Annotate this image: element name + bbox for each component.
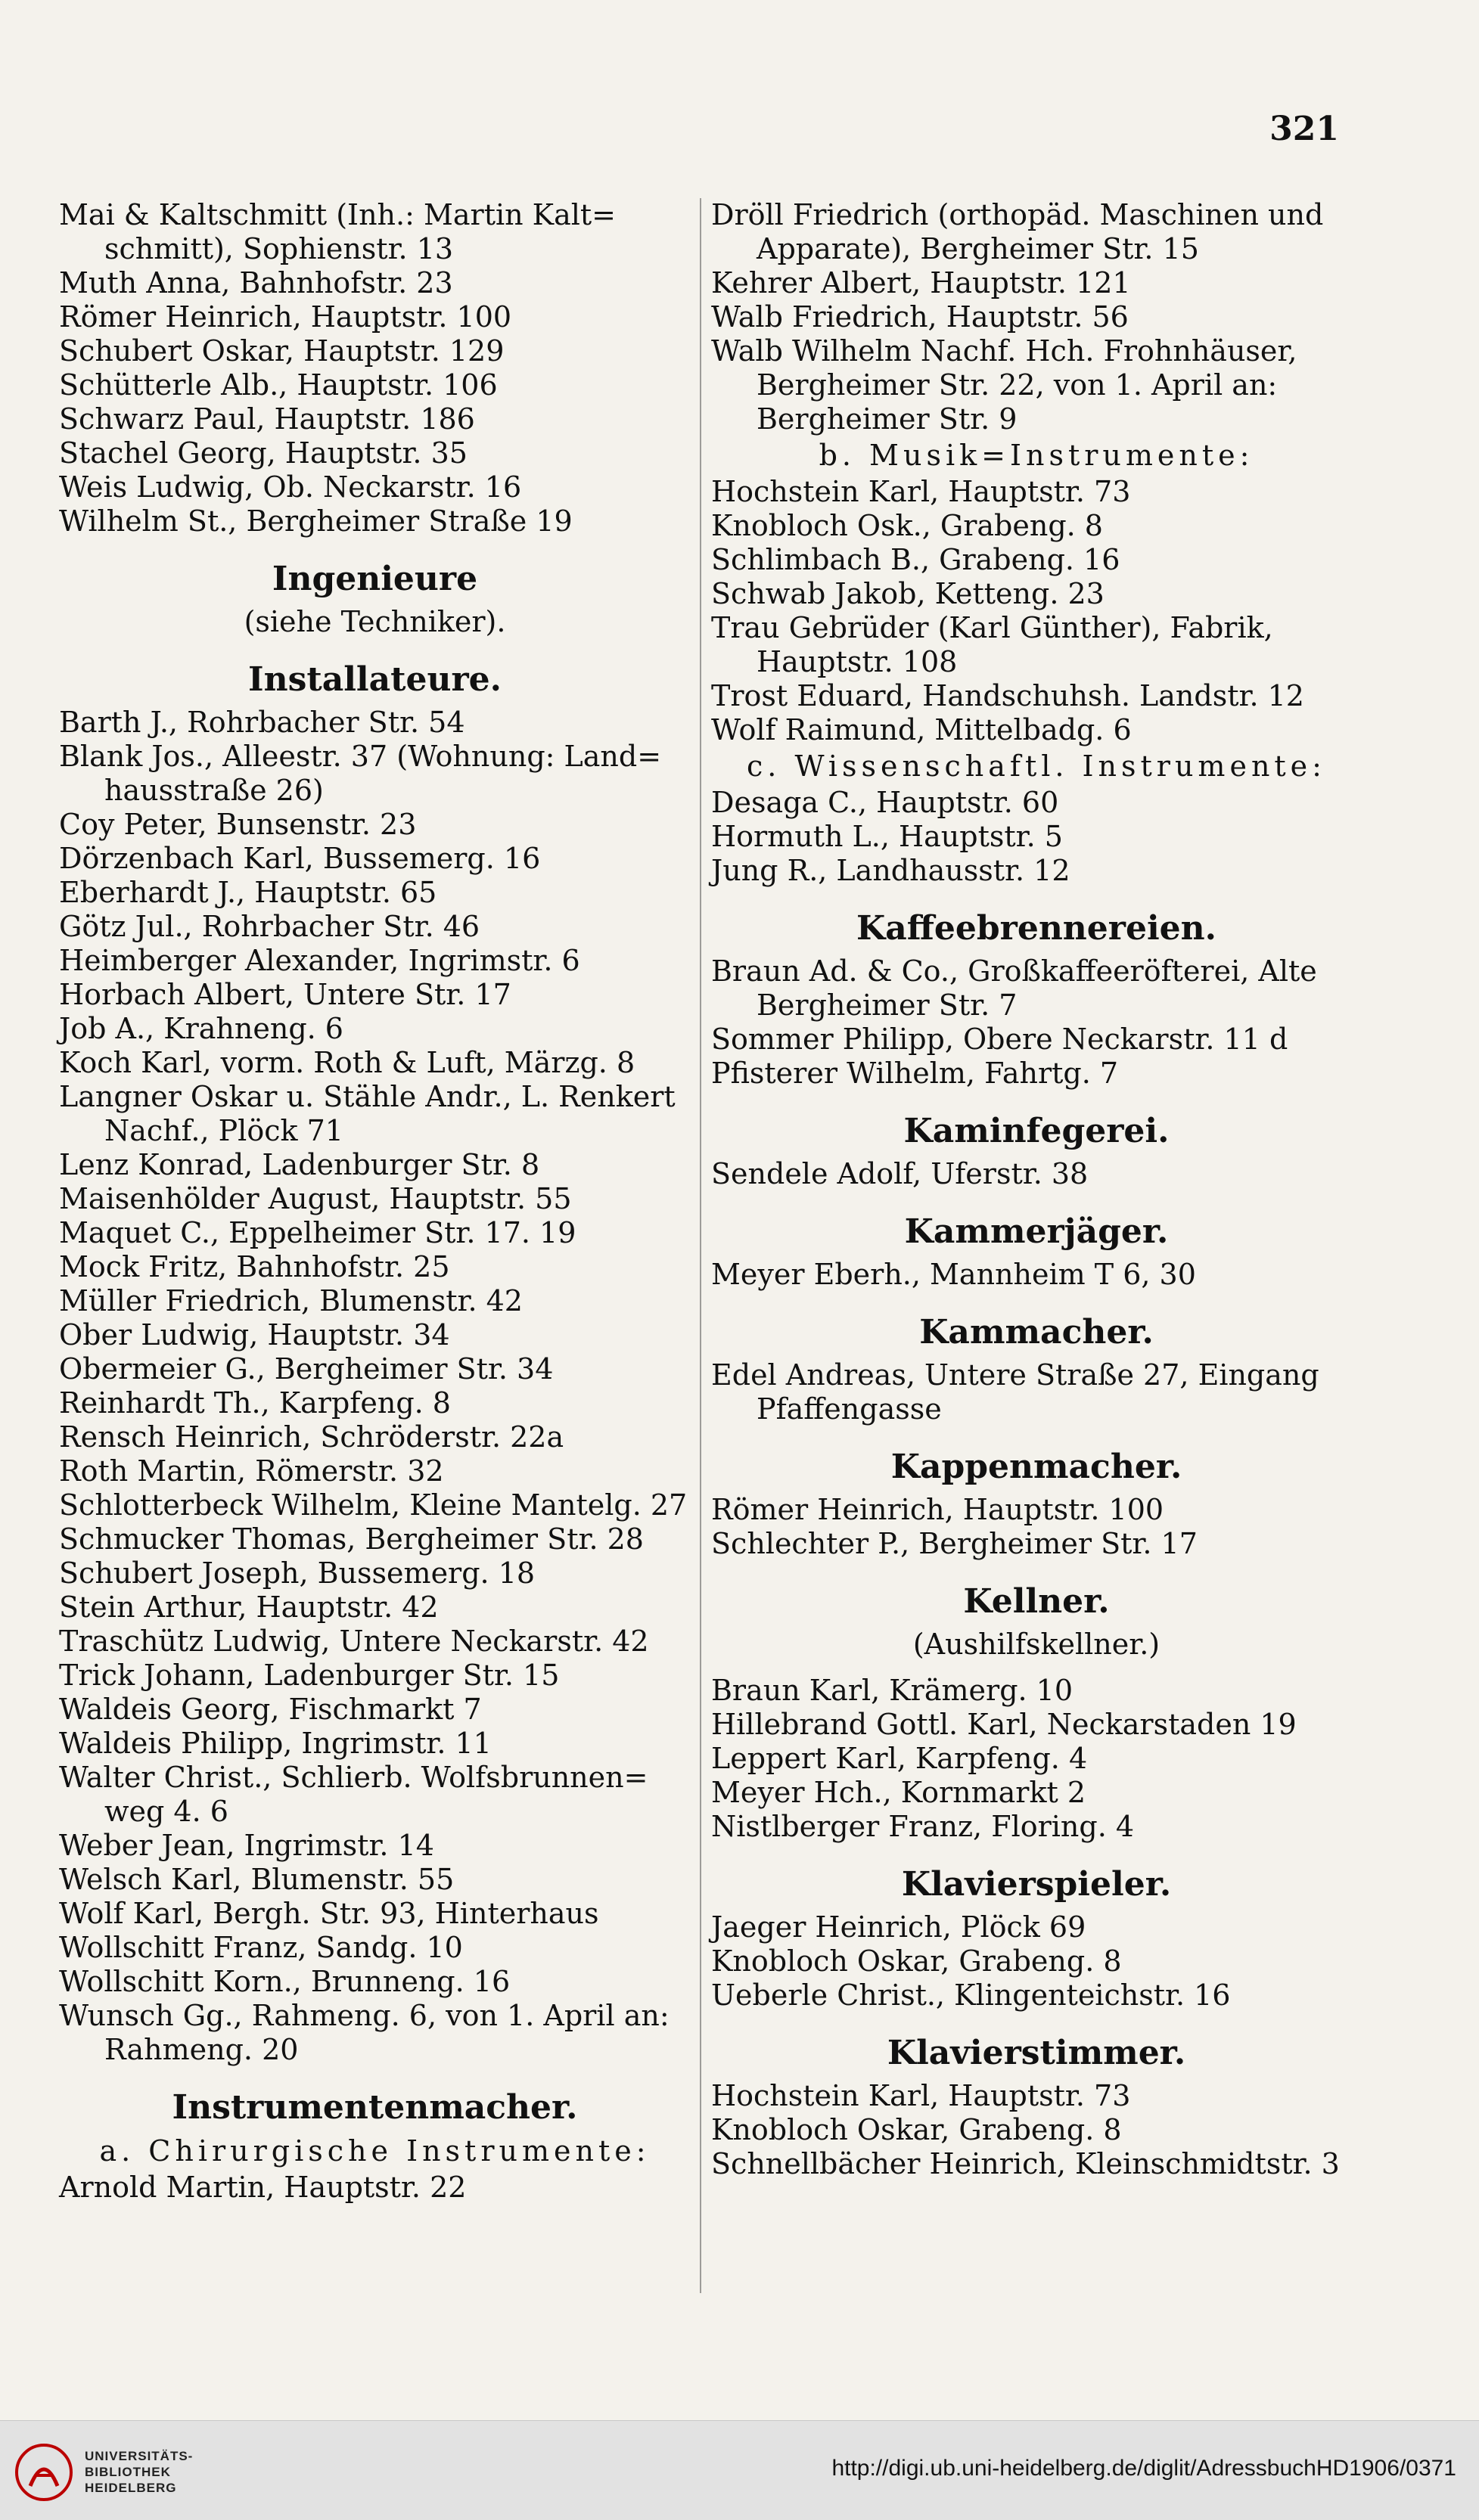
entry-continuation-line: Bergheimer Str. 9 xyxy=(757,402,1018,436)
entry-line: Heimberger Alexander, Ingrimstr. 6 xyxy=(59,944,580,977)
entry-line: Wollschitt Franz, Sandg. 10 xyxy=(59,1931,463,1964)
section-heading: Klavierstimmer. xyxy=(887,2034,1186,2072)
directory-entry xyxy=(711,2079,1362,2113)
directory-entry xyxy=(59,1182,691,1216)
directory-entry xyxy=(59,1659,691,1693)
section-subheading: b. Musik=Instrumente: xyxy=(819,439,1254,472)
entry-line: Roth Martin, Römerstr. 32 xyxy=(59,1454,444,1488)
directory-entry xyxy=(711,1527,1362,1561)
directory-entry xyxy=(711,1023,1362,1057)
entry-line: Walter Christ., Schlierb. Wolfsbrunnen= xyxy=(59,1761,648,1794)
directory-entry xyxy=(711,198,1362,266)
page-number: 321 xyxy=(1269,110,1339,148)
entry-line: Kehrer Albert, Hauptstr. 121 xyxy=(711,266,1131,299)
entry-line: Knobloch Oskar, Grabeng. 8 xyxy=(711,1944,1122,1978)
section-note: (Aushilfskellner.) xyxy=(912,1628,1161,1661)
directory-entry xyxy=(711,1157,1362,1191)
entry-continuation-line: Apparate), Bergheimer Str. 15 xyxy=(757,232,1199,265)
entry-line: Schnellbächer Heinrich, Kleinschmidtstr. 3 xyxy=(711,2147,1340,2180)
directory-entry xyxy=(59,1522,691,1556)
section-heading: Klavierspieler. xyxy=(901,1865,1172,1904)
directory-entry xyxy=(711,611,1362,679)
section-heading: Instrumentenmacher. xyxy=(172,2088,578,2127)
entry-line: Götz Jul., Rohrbacher Str. 46 xyxy=(59,910,480,943)
entry-line: Weis Ludwig, Ob. Neckarstr. 16 xyxy=(59,470,522,504)
entry-line: Müller Friedrich, Blumenstr. 42 xyxy=(59,1284,523,1317)
directory-entry xyxy=(711,1776,1362,1810)
directory-entry xyxy=(711,1810,1362,1844)
section-heading: Kaffeebrennereien. xyxy=(856,909,1216,948)
directory-entry xyxy=(711,954,1362,1023)
entry-line: Sommer Philipp, Obere Neckarstr. 11 d xyxy=(711,1023,1288,1056)
directory-entry xyxy=(711,1708,1362,1742)
library-name-line: BIBLIOTHEK xyxy=(85,2465,171,2479)
entry-line: Ober Ludwig, Hauptstr. 34 xyxy=(59,1318,450,1352)
directory-entry xyxy=(59,198,691,266)
entry-continuation-line: Hauptstr. 108 xyxy=(757,645,958,678)
entry-line: Wolf Raimund, Mittelbadg. 6 xyxy=(711,713,1132,746)
entry-line: Römer Heinrich, Hauptstr. 100 xyxy=(711,1493,1164,1526)
directory-entry xyxy=(711,1358,1362,1426)
directory-entry xyxy=(59,1386,691,1420)
directory-entry xyxy=(711,786,1362,820)
directory-entry xyxy=(59,1591,691,1625)
entry-line: Lenz Konrad, Ladenburger Str. 8 xyxy=(59,1148,540,1181)
entry-line: Schwab Jakob, Ketteng. 23 xyxy=(711,577,1105,610)
section-heading: Ingenieure xyxy=(272,560,478,598)
directory-entry xyxy=(711,543,1362,577)
entry-line: Walb Wilhelm Nachf. Hch. Frohnhäuser, xyxy=(711,334,1297,368)
entry-line: Wunsch Gg., Rahmeng. 6, von 1. April an: xyxy=(59,1999,670,2032)
entry-line: Mai & Kaltschmitt (Inh.: Martin Kalt= xyxy=(59,198,616,231)
directory-entry xyxy=(59,266,691,300)
directory-entry xyxy=(711,1674,1362,1708)
library-name-line: HEIDELBERG xyxy=(85,2481,177,2495)
directory-entry xyxy=(59,470,691,504)
section-heading: Kappenmacher. xyxy=(890,1448,1182,1486)
entry-line: Nistlberger Franz, Floring. 4 xyxy=(711,1810,1135,1843)
entry-line: Schwarz Paul, Hauptstr. 186 xyxy=(59,402,475,436)
directory-entry xyxy=(59,1965,691,1999)
entry-line: Hochstein Karl, Hauptstr. 73 xyxy=(711,475,1131,508)
heidelberg-university-library-logo-icon xyxy=(14,2442,74,2503)
directory-entry xyxy=(59,1454,691,1488)
entry-line: Horbach Albert, Untere Str. 17 xyxy=(59,978,511,1011)
directory-entry xyxy=(59,978,691,1012)
directory-entry xyxy=(711,854,1362,888)
directory-entry xyxy=(59,1012,691,1046)
entry-line: Eberhardt J., Hauptstr. 65 xyxy=(59,876,437,909)
entry-line: Wolf Karl, Bergh. Str. 93, Hinterhaus xyxy=(59,1897,599,1930)
entry-line: Schütterle Alb., Hauptstr. 106 xyxy=(59,368,498,402)
entry-line: Maquet C., Eppelheimer Str. 17. 19 xyxy=(59,1216,576,1249)
entry-line: Desaga C., Hauptstr. 60 xyxy=(711,786,1059,819)
directory-entry xyxy=(711,334,1362,436)
entry-continuation-line: Pfaffengasse xyxy=(757,1392,942,1426)
entry-line: Dörzenbach Karl, Bussemerg. 16 xyxy=(59,842,541,875)
entry-line: Dröll Friedrich (orthopäd. Maschinen und xyxy=(711,198,1324,231)
entry-line: Schubert Joseph, Bussemerg. 18 xyxy=(59,1556,536,1590)
entry-continuation-line: schmitt), Sophienstr. 13 xyxy=(104,232,454,265)
directory-entry xyxy=(59,1046,691,1080)
entry-continuation-line: Bergheimer Str. 7 xyxy=(757,988,1018,1022)
library-name xyxy=(85,2448,193,2496)
entry-line: Stein Arthur, Hauptstr. 42 xyxy=(59,1591,439,1624)
entry-line: Jaeger Heinrich, Plöck 69 xyxy=(711,1910,1086,1944)
directory-entry xyxy=(59,1931,691,1965)
entry-line: Barth J., Rohrbacher Str. 54 xyxy=(59,706,465,739)
directory-entry xyxy=(59,1727,691,1761)
entry-continuation-line: Nachf., Plöck 71 xyxy=(104,1114,343,1147)
directory-entry xyxy=(711,1910,1362,1944)
library-name-line: UNIVERSITÄTS- xyxy=(85,2449,194,2463)
directory-entry xyxy=(59,876,691,910)
directory-entry xyxy=(59,436,691,470)
footer-bar xyxy=(0,2420,1479,2520)
directory-entry xyxy=(711,509,1362,543)
directory-entry xyxy=(59,1420,691,1454)
entry-line: Braun Karl, Krämerg. 10 xyxy=(711,1674,1074,1707)
directory-entry xyxy=(59,1148,691,1182)
entry-line: Koch Karl, vorm. Roth & Luft, Märzg. 8 xyxy=(59,1046,635,1079)
entry-line: Trick Johann, Ladenburger Str. 15 xyxy=(59,1659,560,1692)
directory-entry xyxy=(59,1761,691,1829)
entry-line: Welsch Karl, Blumenstr. 55 xyxy=(59,1863,455,1896)
directory-entry xyxy=(59,808,691,842)
entry-line: Mock Fritz, Bahnhofstr. 25 xyxy=(59,1250,450,1283)
entry-line: Stachel Georg, Hauptstr. 35 xyxy=(59,436,468,470)
directory-entry xyxy=(59,1625,691,1659)
entry-line: Traschütz Ludwig, Untere Neckarstr. 42 xyxy=(59,1625,649,1658)
section-heading: Kellner. xyxy=(963,1582,1110,1621)
directory-entry xyxy=(59,910,691,944)
directory-entry xyxy=(711,2113,1362,2147)
directory-entry xyxy=(59,300,691,334)
directory-entry xyxy=(59,1693,691,1727)
entry-line: Hillebrand Gottl. Karl, Neckarstaden 19 xyxy=(711,1708,1297,1741)
entry-line: Knobloch Osk., Grabeng. 8 xyxy=(711,509,1103,542)
section-heading: Kaminfegerei. xyxy=(903,1112,1170,1150)
entry-line: Pfisterer Wilhelm, Fahrtg. 7 xyxy=(711,1057,1119,1090)
entry-line: Blank Jos., Alleestr. 37 (Wohnung: Land= xyxy=(59,740,662,773)
directory-entry xyxy=(59,1863,691,1897)
entry-line: Waldeis Georg, Fischmarkt 7 xyxy=(59,1693,482,1726)
directory-entry xyxy=(59,368,691,402)
directory-entry xyxy=(711,820,1362,854)
entry-line: Schlotterbeck Wilhelm, Kleine Mantelg. 27 xyxy=(59,1488,688,1522)
directory-entry xyxy=(59,1488,691,1522)
directory-entry xyxy=(59,706,691,740)
directory-entry xyxy=(59,1897,691,1931)
directory-entry xyxy=(59,740,691,808)
entry-line: Trau Gebrüder (Karl Günther), Fabrik, xyxy=(711,611,1273,644)
entry-line: Hormuth L., Hauptstr. 5 xyxy=(711,820,1063,853)
entry-line: Wollschitt Korn., Brunneng. 16 xyxy=(59,1965,511,1998)
left-column xyxy=(59,198,691,2205)
directory-entry xyxy=(59,2171,691,2205)
section-note: (siehe Techniker). xyxy=(244,605,506,638)
directory-entry xyxy=(59,1318,691,1352)
directory-entry xyxy=(59,1352,691,1386)
section-heading: Kammacher. xyxy=(919,1313,1154,1352)
directory-entry xyxy=(711,679,1362,713)
entry-line: Knobloch Oskar, Grabeng. 8 xyxy=(711,2113,1122,2146)
section-subheading: c. Wissenschaftl. Instrumente: xyxy=(747,749,1326,783)
entry-continuation-line: Rahmeng. 20 xyxy=(104,2033,299,2066)
directory-entry xyxy=(59,842,691,876)
directory-entry xyxy=(711,266,1362,300)
directory-entry xyxy=(59,504,691,538)
column-divider xyxy=(700,198,701,2293)
entry-line: Hochstein Karl, Hauptstr. 73 xyxy=(711,2079,1131,2112)
directory-entry xyxy=(711,300,1362,334)
directory-entry xyxy=(711,577,1362,611)
entry-line: Schlimbach B., Grabeng. 16 xyxy=(711,543,1120,576)
entry-line: Ueberle Christ., Klingenteichstr. 16 xyxy=(711,1978,1231,2012)
entry-line: Jung R., Landhausstr. 12 xyxy=(711,854,1070,887)
entry-line: Rensch Heinrich, Schröderstr. 22a xyxy=(59,1420,564,1454)
directory-entry xyxy=(711,1057,1362,1091)
entry-line: Obermeier G., Bergheimer Str. 34 xyxy=(59,1352,554,1386)
directory-entry xyxy=(711,1742,1362,1776)
entry-line: Römer Heinrich, Hauptstr. 100 xyxy=(59,300,512,334)
entry-continuation-line: Bergheimer Str. 22, von 1. April an: xyxy=(757,368,1278,402)
entry-line: Langner Oskar u. Stähle Andr., L. Renkert xyxy=(59,1080,676,1113)
entry-line: Schubert Oskar, Hauptstr. 129 xyxy=(59,334,505,368)
directory-entry xyxy=(711,2147,1362,2181)
directory-entry xyxy=(59,402,691,436)
directory-entry xyxy=(711,475,1362,509)
entry-line: Leppert Karl, Karpfeng. 4 xyxy=(711,1742,1088,1775)
directory-entry xyxy=(59,1556,691,1591)
entry-line: Schlechter P., Bergheimer Str. 17 xyxy=(711,1527,1198,1560)
section-heading: Installateure. xyxy=(248,660,502,699)
directory-entry xyxy=(59,334,691,368)
directory-entry xyxy=(59,1080,691,1148)
entry-line: Edel Andreas, Untere Straße 27, Eingang xyxy=(711,1358,1319,1392)
directory-entry xyxy=(59,1216,691,1250)
entry-line: Schmucker Thomas, Bergheimer Str. 28 xyxy=(59,1522,644,1556)
entry-continuation-line: weg 4. 6 xyxy=(104,1795,228,1828)
directory-entry xyxy=(59,1284,691,1318)
entry-continuation-line: hausstraße 26) xyxy=(104,774,324,807)
directory-entry xyxy=(711,1258,1362,1292)
entry-line: Arnold Martin, Hauptstr. 22 xyxy=(59,2171,467,2204)
source-url-link[interactable]: http://digi.ub.uni-heidelberg.de/diglit/AdressbuchHD1906/0371 xyxy=(831,2456,1456,2481)
entry-line: Walb Friedrich, Hauptstr. 56 xyxy=(711,300,1129,334)
directory-entry xyxy=(711,1944,1362,1978)
entry-line: Meyer Eberh., Mannheim T 6, 30 xyxy=(711,1258,1196,1291)
directory-entry xyxy=(711,1493,1362,1527)
entry-line: Trost Eduard, Handschuhsh. Landstr. 12 xyxy=(711,679,1304,712)
entry-line: Sendele Adolf, Uferstr. 38 xyxy=(711,1157,1089,1190)
entry-line: Reinhardt Th., Karpfeng. 8 xyxy=(59,1386,451,1420)
directory-entry xyxy=(59,1829,691,1863)
entry-line: Job A., Krahneng. 6 xyxy=(59,1012,343,1045)
entry-line: Meyer Hch., Kornmarkt 2 xyxy=(711,1776,1086,1809)
directory-entry xyxy=(59,1999,691,2067)
entry-line: Waldeis Philipp, Ingrimstr. 11 xyxy=(59,1727,492,1760)
directory-entry xyxy=(711,713,1362,747)
entry-line: Coy Peter, Bunsenstr. 23 xyxy=(59,808,417,841)
entry-line: Maisenhölder August, Hauptstr. 55 xyxy=(59,1182,572,1215)
entry-line: Weber Jean, Ingrimstr. 14 xyxy=(59,1829,434,1862)
section-heading: Kammerjäger. xyxy=(904,1212,1169,1251)
section-subheading: a. Chirurgische Instrumente: xyxy=(99,2134,651,2168)
entry-line: Braun Ad. & Co., Großkaffeeröfterei, Alte xyxy=(711,954,1317,988)
entry-line: Muth Anna, Bahnhofstr. 23 xyxy=(59,266,453,299)
right-column xyxy=(711,198,1362,2181)
entry-line: Wilhelm St., Bergheimer Straße 19 xyxy=(59,504,573,538)
directory-entry xyxy=(59,944,691,978)
directory-entry xyxy=(59,1250,691,1284)
directory-entry xyxy=(711,1978,1362,2013)
